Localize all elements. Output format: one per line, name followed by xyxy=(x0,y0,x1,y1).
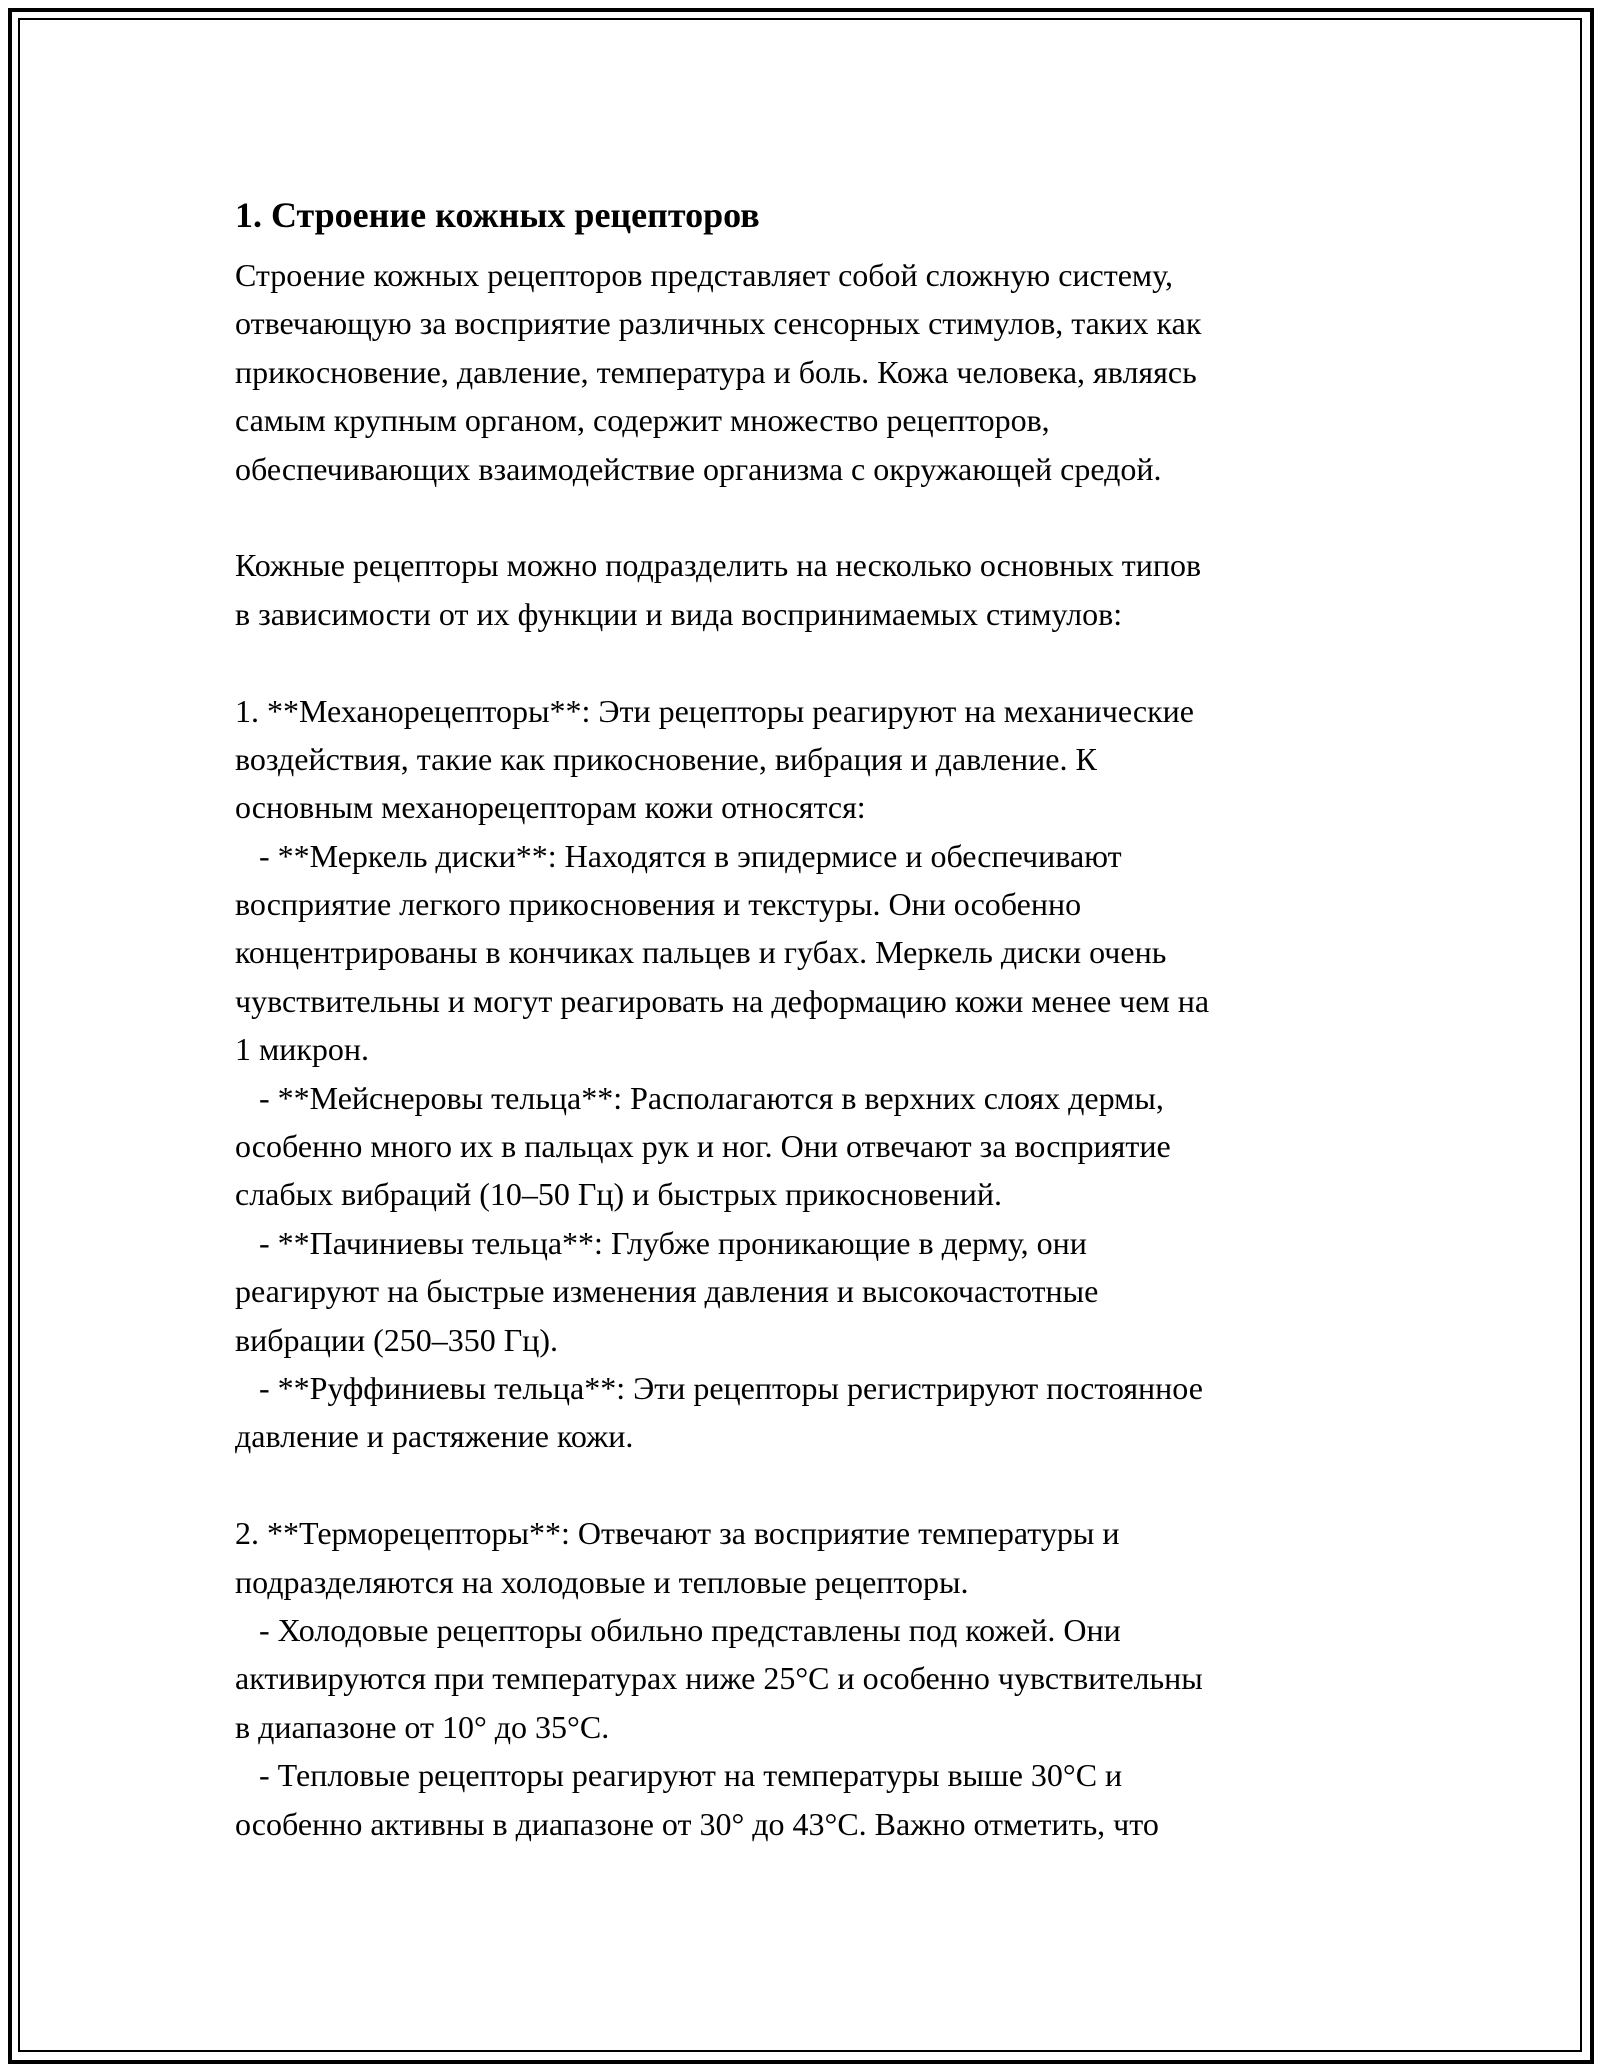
text-line: самым крупным органом, содержит множество рецепторов, xyxy=(235,402,1050,439)
text-line: чувствительны и могут реагировать на деформацию кожи менее чем на xyxy=(235,982,1210,1019)
text-line: реагируют на быстрые изменения давления и высокочастотные xyxy=(235,1273,1099,1310)
text-line: вибрации (250–350 Гц). xyxy=(235,1321,559,1358)
sub-item-meissner-corpuscles: - **Мейснеровы тельца**: Располагаются в верхних слоях дермы, xyxy=(235,1079,1164,1116)
text-line: особенно много их в пальцах рук и ног. Они отвечают за восприятие xyxy=(235,1128,1171,1165)
text-line: отвечающую за восприятие различных сенсорных стимулов, таких как xyxy=(235,305,1202,342)
body-text xyxy=(235,251,1365,1848)
text-line: Строение кожных рецепторов представляет собой сложную систему, xyxy=(235,257,1173,293)
list-item-thermoreceptors: 2. **Терморецепторы**: Отвечают за восприятие температуры и xyxy=(235,1515,1120,1552)
text-line: обеспечивающих взаимодействие организма с окружающей средой. xyxy=(235,450,1162,487)
text-line: восприятие легкого прикосновения и текстуры. Они особенно xyxy=(235,886,1082,923)
section-heading: 1. Строение кожных рецепторов xyxy=(235,195,760,235)
text-line: Кожные рецепторы можно подразделить на несколько основных типов xyxy=(235,547,1202,584)
text-line: давление и растяжение кожи. xyxy=(235,1418,634,1455)
sub-item-cold-receptors: - Холодовые рецепторы обильно представлены под кожей. Они xyxy=(235,1611,1121,1648)
sub-item-heat-receptors: - Тепловые рецепторы реагируют на температуры выше 30°C и xyxy=(235,1757,1123,1794)
blank-line xyxy=(235,493,1365,541)
blank-line xyxy=(235,638,1365,686)
blank-line xyxy=(235,1461,1365,1509)
list-item-mechanoreceptors: 1. **Механорецепторы**: Эти рецепторы реагируют на механические xyxy=(235,692,1194,729)
text-line: концентрированы в кончиках пальцев и губах. Меркель диски очень xyxy=(235,934,1167,971)
text-line: воздействия, такие как прикосновение, вибрация и давление. К xyxy=(235,740,1097,777)
text-line: прикосновение, давление, температура и боль. Кожа человека, являясь xyxy=(235,353,1197,390)
text-line: в зависимости от их функции и вида воспринимаемых стимулов: xyxy=(235,595,1123,632)
text-line: 1 микрон. xyxy=(235,1031,370,1068)
document-page xyxy=(235,185,1365,1848)
sub-item-pacinian-corpuscles: - **Пачиниевы тельца**: Глубже проникающие в дерму, они xyxy=(235,1224,1087,1261)
text-line: основным механорецепторам кожи относятся: xyxy=(235,789,866,826)
text-line: слабых вибраций (10–50 Гц) и быстрых прикосновений. xyxy=(235,1176,1002,1213)
text-line: особенно активны в диапазоне от 30° до 43°C. Важно отметить, что xyxy=(235,1805,1159,1842)
text-line: активируются при температурах ниже 25°C и особенно чувствительны xyxy=(235,1660,1203,1697)
text-line: в диапазоне от 10° до 35°C. xyxy=(235,1708,610,1745)
sub-item-ruffini-corpuscles: - **Руффиниевы тельца**: Эти рецепторы регистрируют постоянное xyxy=(235,1369,1203,1406)
sub-item-merkel-discs: - **Меркель диски**: Находятся в эпидермисе и обеспечивают xyxy=(235,837,1122,874)
text-line: подразделяются на холодовые и тепловые рецепторы. xyxy=(235,1563,969,1600)
